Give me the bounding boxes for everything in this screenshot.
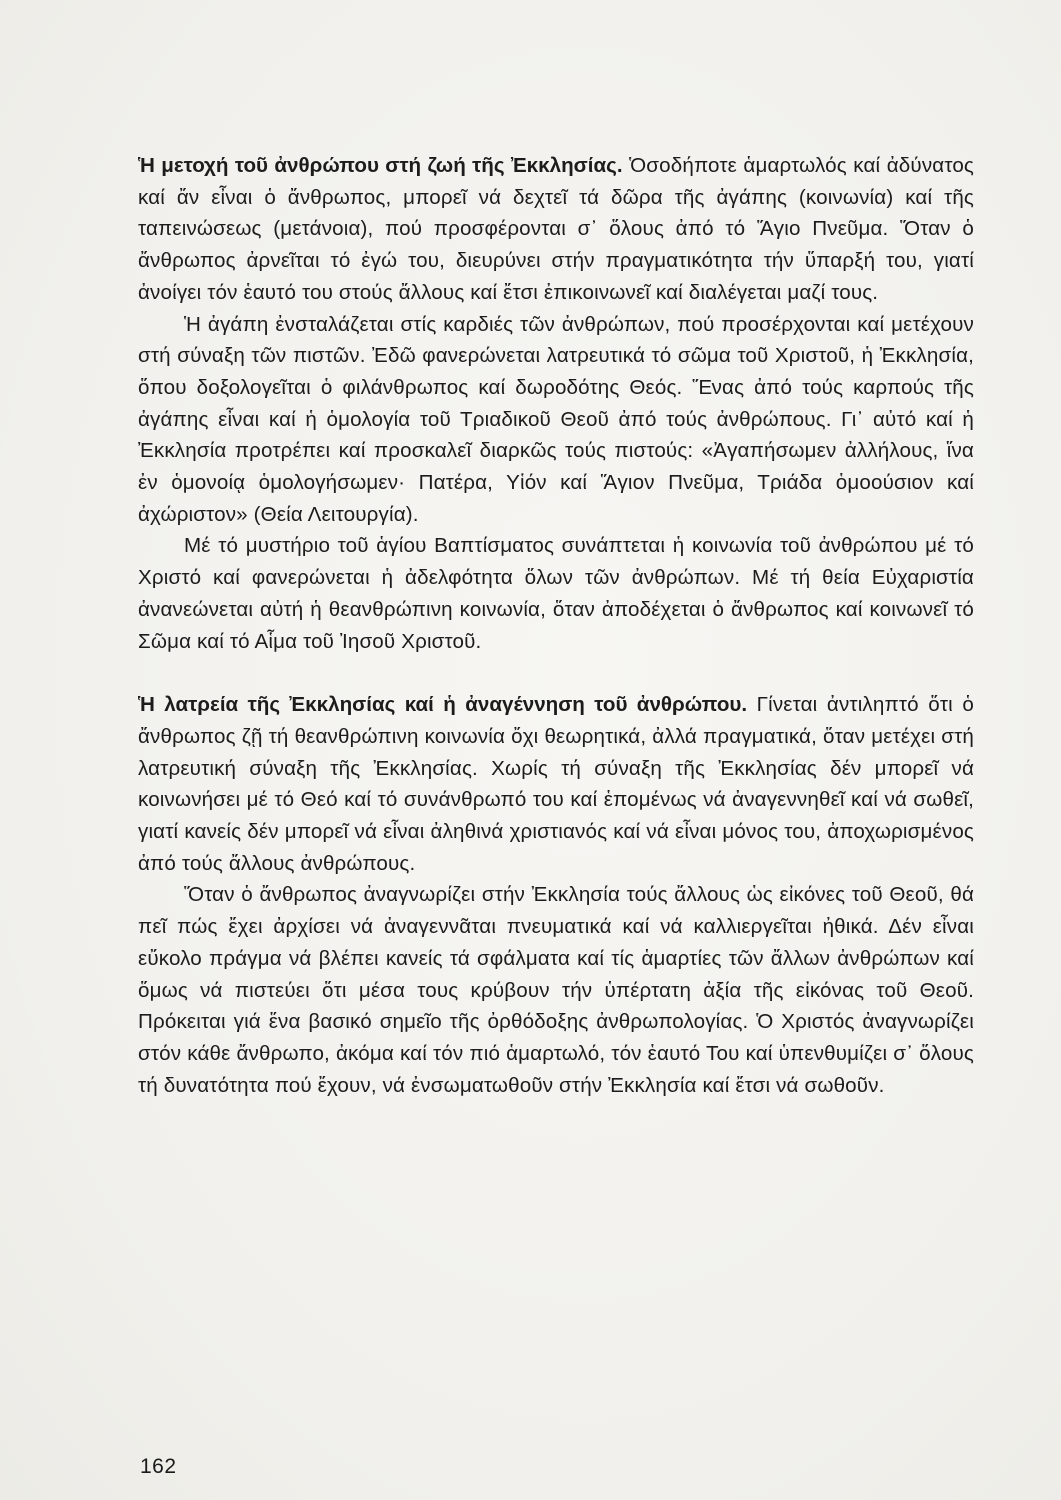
section-divider (138, 657, 974, 689)
section-1-paragraph-2: Ἡ ἀγάπη ἐνσταλάζεται στίς καρδιές τῶν ἀνθρώπων, πού προσέρχονται καί μετέχουν στή σύναξη τῶν πιστῶν. Ἐδῶ φανερώνεται λατρευτικά τό σῶμα τοῦ Χριστοῦ, ἡ Ἐκκλησία, ὅπου δοξολογεῖται ὁ φιλάνθρωπος καί δωροδότης Θεός. Ἕνας ἀπό τούς καρπούς τῆς ἀγάπης εἶναι καί ἡ ὁμολογία τοῦ Τριαδικοῦ Θεοῦ ἀπό τούς ἀνθρώπους. Γι᾽ αὐτό καί ἡ Ἐκκλησία προτρέπει καί προσκαλεῖ διαρκῶς τούς πιστούς: «Ἀγαπήσωμεν ἀλλήλους, ἵνα ἐν ὁμονοίᾳ ὁμολογήσωμεν· Πατέρα, Υἱόν καί Ἅγιον Πνεῦμα, Τριάδα ὁμοούσιον καί ἀχώριστον» (Θεία Λειτουργία). (138, 312, 974, 526)
section-1-paragraph-1 (138, 150, 974, 309)
section-1-paragraph-3: Μέ τό μυστήριο τοῦ ἁγίου Βαπτίσματος συνάπτεται ἡ κοινωνία τοῦ ἀνθρώπου μέ τό Χριστό καί φανερώνεται ἡ ἀδελφότητα ὅλων τῶν ἀνθρώπων. Μέ τή θεία Εὐχαριστία ἀνανεώνεται αὐτή ἡ θεανθρώπινη κοινωνία, ὅταν ἀποδέχεται ὁ ἄνθρωπος καί κοινωνεῖ τό Σῶμα καί τό Αἷμα τοῦ Ἰησοῦ Χριστοῦ. (138, 534, 974, 653)
section-1-heading: Ἡ μετοχή τοῦ ἀνθρώπου στή ζωή τῆς Ἐκκλησίας. (138, 154, 623, 177)
section-2-paragraph-1 (138, 689, 974, 879)
section-2-paragraph-1-text: Γίνεται ἀντιληπτό ὅτι ὁ ἄνθρωπος ζῇ τή θεανθρώπινη κοινωνία ὄχι θεωρητικά, ἀλλά πραγματικά, ὅταν μετέχει στή λατρευτική σύναξη τῆς Ἐκκλησίας. Χωρίς τή σύναξη τῆς Ἐκκλησίας δέν μπορεῖ νά κοινωνήσει μέ τό Θεό καί τό συνάνθρωπό του καί ἑπομένως νά ἀναγεννηθεῖ καί νά σωθεῖ, γιατί κανείς δέν μπορεῖ νά εἶναι ἀληθινά χριστιανός καί νά εἶναι μόνος του, ἀποχωρισμένος ἀπό τούς ἄλλους ἀνθρώπους. (138, 693, 974, 875)
page-number: 162 (140, 1455, 177, 1478)
section-2-heading: Ἡ λατρεία τῆς Ἐκκλησίας καί ἡ ἀναγέννηση τοῦ ἀνθρώπου. (138, 693, 748, 717)
section-1-paragraph-1-text: Ὁσοδήποτε ἁμαρτωλός καί ἀδύνατος καί ἄν εἶναι ὁ ἄνθρωπος, μπορεῖ νά δεχτεῖ τά δῶρα τῆς ἀγάπης (κοινωνία) καί τῆς ταπεινώσεως (μετάνοια), πού προσφέρονται σ᾽ ὅλους ἀπό τό Ἅγιο Πνεῦμα. Ὅταν ὁ ἄνθρωπος ἀρνεῖται τό ἐγώ του, διευρύνει στήν πραγματικότητα τήν ὕπαρξή του, γιατί ἀνοίγει τόν ἑαυτό του στούς ἄλλους καί ἔτσι ἐπικοινωνεῖ καί διαλέγεται μαζί τους. (138, 154, 974, 304)
body-text (138, 150, 974, 1101)
section-2-paragraph-2: Ὅταν ὁ ἄνθρωπος ἀναγνωρίζει στήν Ἐκκλησία τούς ἄλλους ὡς εἰκόνες τοῦ Θεοῦ, θά πεῖ πώς ἔχει ἀρχίσει νά ἀναγεννᾶται πνευματικά καί νά καλλιεργεῖται ἠθικά. Δέν εἶναι εὔκολο πράγμα νά βλέπει κανείς τά σφάλματα καί τίς ἁμαρτίες τῶν ἄλλων ἀνθρώπων καί ὅμως νά πιστεύει ὅτι μέσα τους κρύβουν τήν ὑπέρτατη ἀξία τῆς εἰκόνας τοῦ Θεοῦ. Πρόκειται γιά ἕνα βασικό σημεῖο τῆς ὀρθόδοξης ἀνθρωπολογίας. Ὁ Χριστός ἀναγνωρίζει στόν κάθε ἄνθρωπο, ἀκόμα καί τόν πιό ἁμαρτωλό, τόν ἑαυτό Του καί ὑπενθυμίζει σ᾽ ὅλους τή δυνατότητα πού ἔχουν, νά ἐνσωματωθοῦν στήν Ἐκκλησία καί ἔτσι νά σωθοῦν. (138, 883, 974, 1097)
